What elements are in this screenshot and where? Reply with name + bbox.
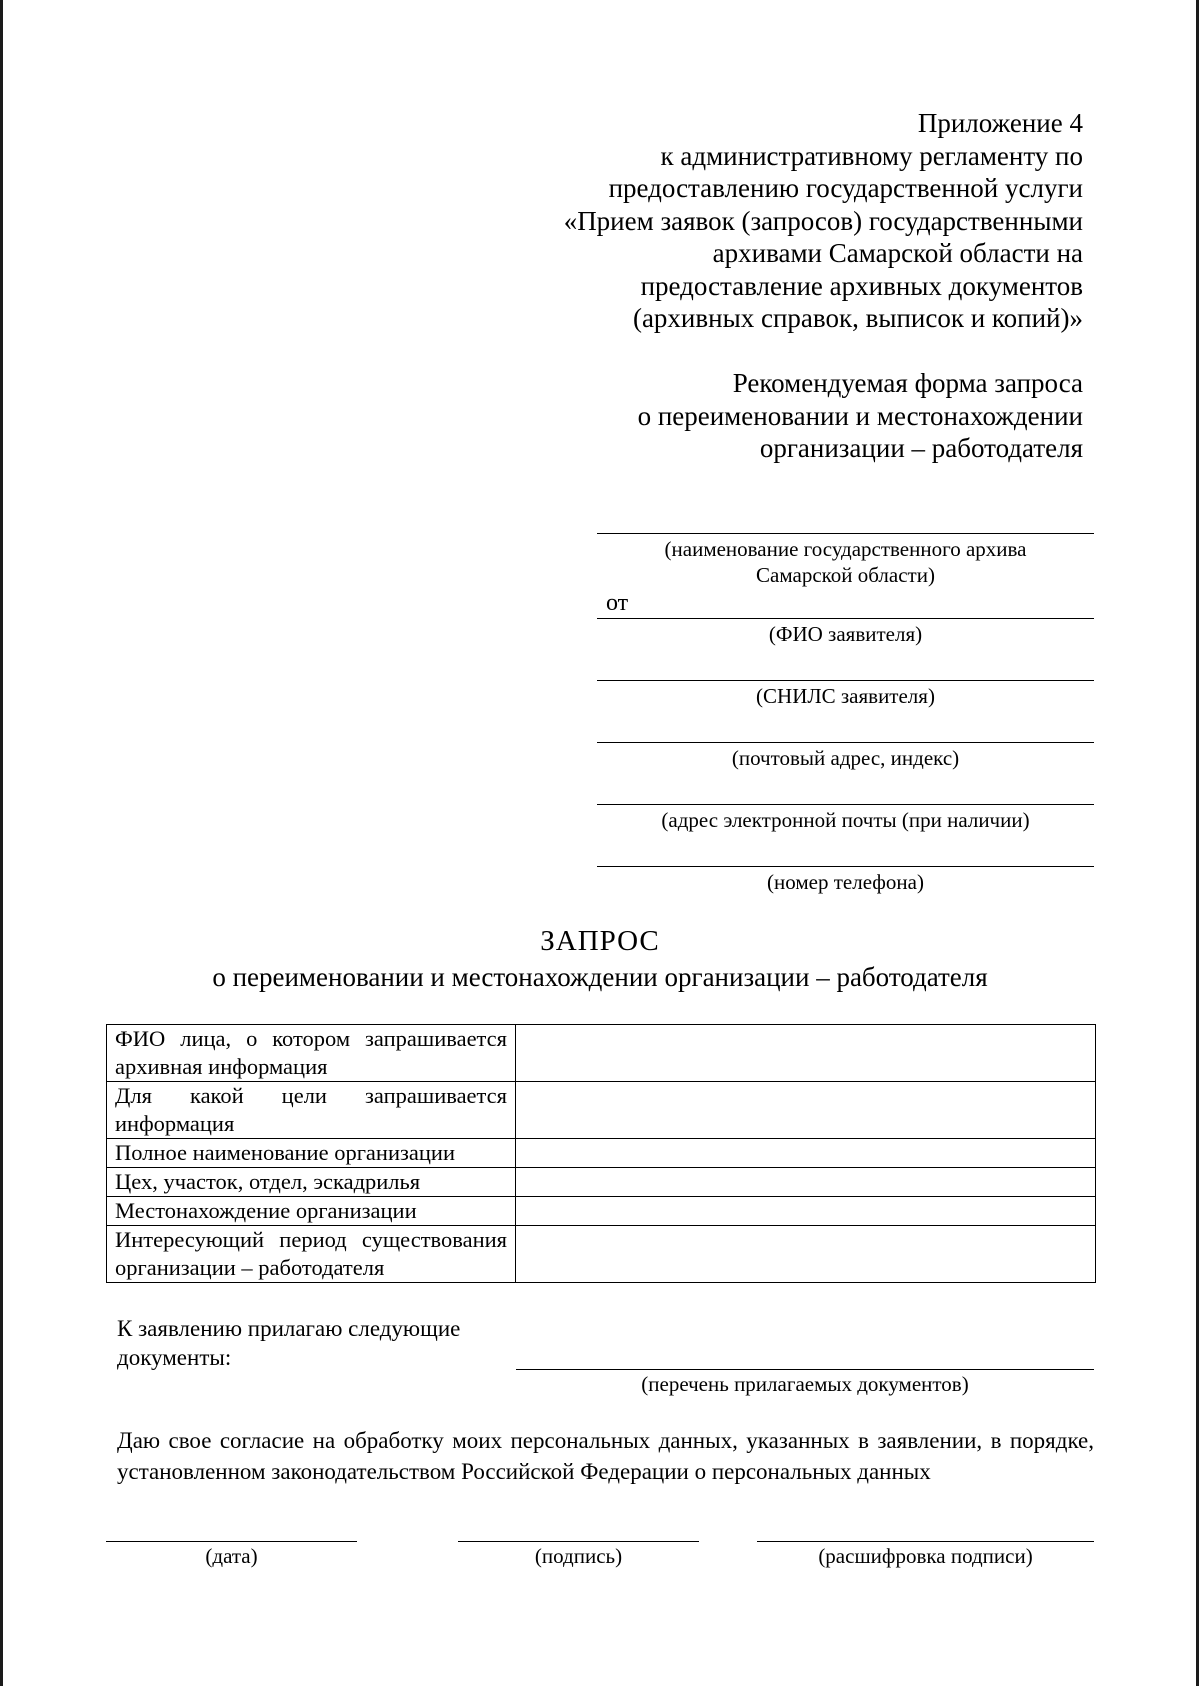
row-label: Полное наименование организации [107,1139,516,1168]
signature-decoding-caption: (расшифровка подписи) [818,1544,1033,1568]
table-row [107,1025,1096,1082]
row-label: Цех, участок, отдел, эскадрилья [107,1168,516,1197]
attachments-label: К заявлению прилагаю следующие документы: [117,1316,461,1370]
request-subtitle: о переименовании и местонахождении организации – работодателя [212,962,988,992]
page-edge-left [0,0,3,1686]
header-line: предоставлению государственной услуги [608,173,1083,203]
table-row [107,1226,1096,1283]
table-row [107,1082,1096,1139]
archive-name-field[interactable] [597,533,1094,534]
from-label: от [606,590,629,616]
table-row [107,1139,1096,1168]
phone-field[interactable] [597,866,1094,867]
table-row [107,1197,1096,1226]
applicant-snils-caption: (СНИЛС заявителя) [756,684,935,708]
attachments-caption: (перечень прилагаемых документов) [641,1372,969,1396]
table-row [107,1168,1096,1197]
header-line: Приложение 4 [917,108,1083,138]
archive-name-caption [597,536,1094,588]
row-value-field[interactable] [516,1197,1096,1226]
form-title-line: о переименовании и местонахождении [637,400,1083,431]
email-field[interactable] [597,804,1094,805]
archive-caption-line: Самарской области) [756,563,935,587]
header-line: предоставление архивных документов [640,270,1083,301]
row-value-field[interactable] [516,1082,1096,1139]
archive-caption-line: (наименование государственного архива [664,537,1027,561]
form-title-line: организации – работодателя [759,433,1083,463]
email-caption: (адрес электронной почты (при наличии) [661,808,1030,832]
date-caption: (дата) [205,1544,258,1568]
date-field[interactable] [106,1541,357,1542]
appendix-header [523,107,1083,335]
postal-address-caption: (почтовый адрес, индекс) [731,746,960,770]
attachments-field[interactable] [516,1369,1094,1370]
row-label: Для какой цели запрашивается информация [107,1082,516,1139]
row-label: Интересующий период существования организации – работодателя [107,1226,516,1283]
recommended-form-title [523,367,1083,465]
applicant-fio-caption: (ФИО заявителя) [768,622,923,646]
phone-caption: (номер телефона) [767,870,924,894]
row-label: Местонахождение организации [107,1197,516,1226]
signature-field[interactable] [458,1541,699,1542]
header-line: (архивных справок, выписок и копий)» [632,303,1083,333]
request-table [106,1024,1096,1283]
applicant-snils-field[interactable] [597,680,1094,681]
consent-text: Даю свое согласие на обработку моих персональных данных, указанных в заявлении, в порядке, установленном законодательством Российской Федерации о персональных данных [117,1428,1094,1484]
form-title-line: Рекомендуемая форма запроса [732,368,1083,398]
header-line: к административному регламенту по [660,140,1083,171]
row-value-field[interactable] [516,1168,1096,1197]
applicant-fio-field[interactable] [597,618,1094,619]
row-value-field[interactable] [516,1025,1096,1082]
signature-caption: (подпись) [534,1544,623,1568]
header-line: «Прием заявок (запросов) государственными [563,205,1083,236]
header-line: архивами Самарской области на [712,238,1083,268]
row-value-field[interactable] [516,1139,1096,1168]
postal-address-field[interactable] [597,742,1094,743]
row-value-field[interactable] [516,1226,1096,1283]
signature-decoding-field[interactable] [757,1541,1094,1542]
row-label: ФИО лица, о котором запрашивается архивная информация [107,1025,516,1082]
page-edge-right [1196,0,1199,1686]
request-title: ЗАПРОС [540,925,660,957]
